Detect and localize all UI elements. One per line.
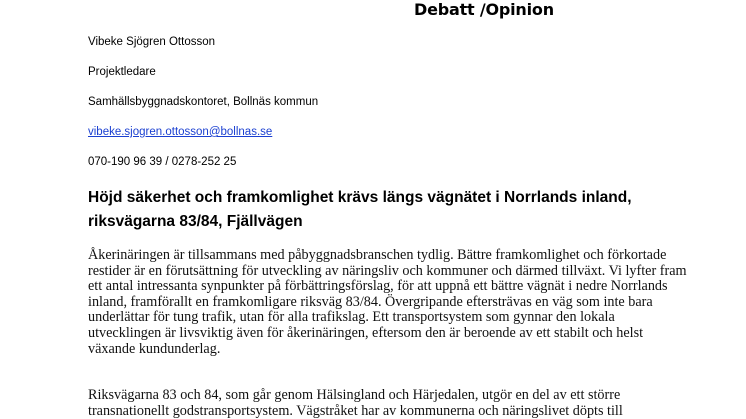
article-paragraph-1: Åkerinäringen är tillsammans med påbyggnadsbranschen tydlig. Bättre framkomlighet och förkortade restider är en förutsättning för utveckling av näringsliv och kommuner och därmed tillväxt. Vi lyfter fram ett antal intressanta synpunkter på förbättringsförslag, för att uppnå ett bättre vägnät i nedre Norrlands inland, framförallt en framkomligare riksväg 83/84. Övergripande eftersträvas en väg som inte bara underlättar för tung trafik, utan för alla trafikslag. Ett transportsystem som gynnar den lokala utvecklingen är livsviktig även för åkerinäringen, eftersom den är beroende av ett stabilt och helst växande kundunderlag. xyxy=(88,247,687,357)
author-name: Vibeke Sjögren Ottosson xyxy=(88,36,216,48)
article-paragraph-2: Riksvägarna 83 och 84, som går genom Hälsingland och Härjedalen, utgör en del av ett större transnationellt godstransportsystem. Vägstråket har av kommunerna och näringslivet döpts till xyxy=(88,387,623,419)
author-role: Projektledare xyxy=(88,66,156,78)
author-email-link[interactable]: vibeke.sjogren.ottosson@bollnas.se xyxy=(88,126,273,138)
author-organization: Samhällsbyggnadskontoret, Bollnäs kommun xyxy=(88,96,319,108)
author-phone: 070-190 96 39 / 0278-252 25 xyxy=(88,156,237,168)
article-headline: Höjd säkerhet och framkomlighet krävs längs vägnätet i Norrlands inland, riksvägarna 83/84, Fjällvägen xyxy=(88,189,632,230)
section-title: Debatt /Opinion xyxy=(414,0,554,19)
